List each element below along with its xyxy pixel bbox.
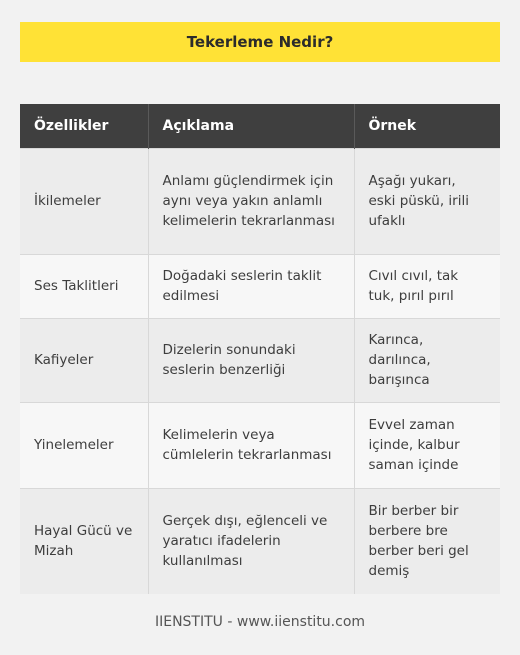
footer-credit: IIENSTITU - www.iienstitu.com	[154, 614, 366, 630]
table-row	[20, 148, 500, 254]
example-cell: Cıvıl cıvıl, tak tuk, pırıl pırıl	[354, 254, 500, 318]
feature-cell: Hayal Gücü ve Mizah	[20, 488, 148, 594]
example-cell: Bir berber bir berbere bre berber beri gel demiş	[354, 488, 500, 594]
page-title: Tekerleme Nedir?	[20, 22, 500, 62]
table-row	[20, 318, 500, 402]
feature-cell: Kafiyeler	[20, 318, 148, 402]
table-row	[20, 254, 500, 318]
feature-cell: Yinelemeler	[20, 402, 148, 488]
feature-cell: Ses Taklitleri	[20, 254, 148, 318]
description-cell: Dizelerin sonundaki seslerin benzerliği	[148, 318, 354, 402]
description-cell: Anlamı güçlendirmek için aynı veya yakın anlamlı kelimelerin tekrarlanması	[148, 148, 354, 254]
feature-cell: İkilemeler	[20, 148, 148, 254]
example-cell: Karınca, darılınca, barışınca	[354, 318, 500, 402]
column-header-example: Örnek	[354, 104, 500, 148]
column-header-description: Açıklama	[148, 104, 354, 148]
example-cell: Evvel zaman içinde, kalbur saman içinde	[354, 402, 500, 488]
table-row	[20, 488, 500, 594]
description-cell: Doğadaki seslerin taklit edilmesi	[148, 254, 354, 318]
table-row	[20, 402, 500, 488]
table-header-row	[20, 104, 500, 148]
description-cell: Kelimelerin veya cümlelerin tekrarlanması	[148, 402, 354, 488]
description-cell: Gerçek dışı, eğlenceli ve yaratıcı ifadelerin kullanılması	[148, 488, 354, 594]
features-table	[20, 104, 500, 594]
example-cell: Aşağı yukarı, eski püskü, irili ufaklı	[354, 148, 500, 254]
column-header-features: Özellikler	[20, 104, 148, 148]
